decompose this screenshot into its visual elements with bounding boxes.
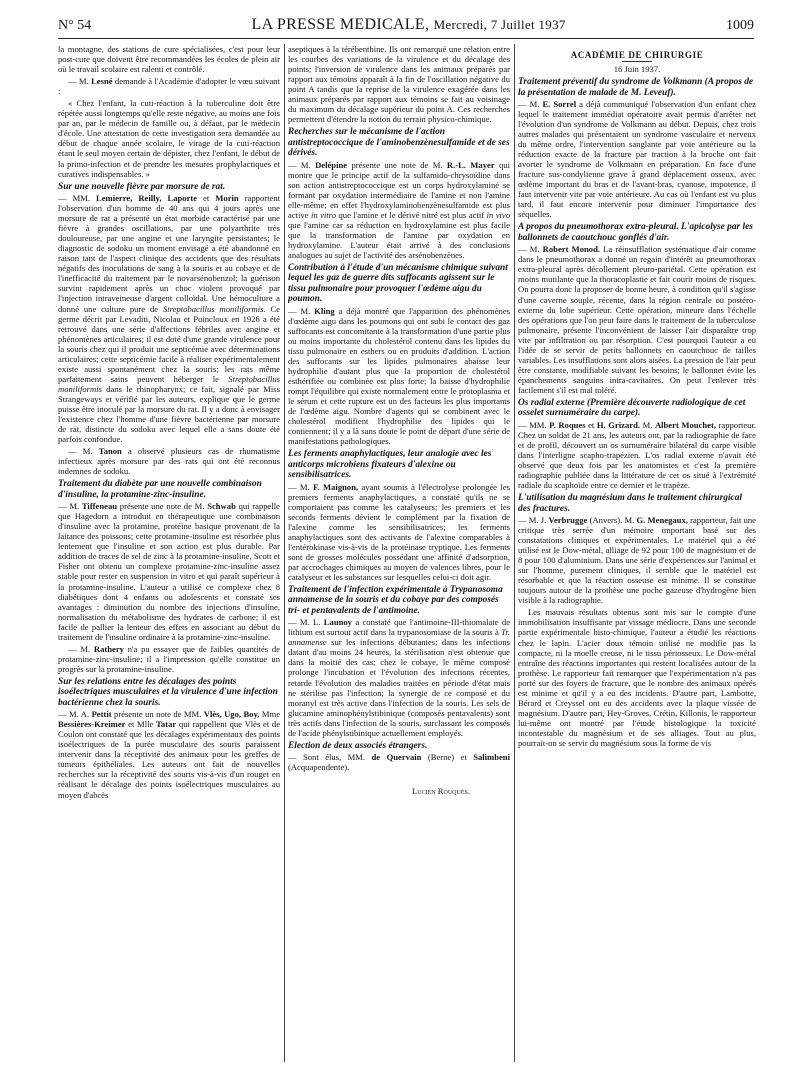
paragraph: — M. A. Pettit présente un note de MM. Vlès, Ugo, Boy, Mme Bessières-Kreimer et Mlle Tatar qui rappellent que Vlès et de Coulon ont constaté que les décalages expérimentaux des points isoélectriques de la purée musculaire des souris paraissent intervenir dans la réceptivité des animaux pour les greffes de tumeurs épithéliales. Les auteurs ont fait de nouvelles recherches sur la réceptivité des souris vis-à-vis d'un rouget en réalisant le décalage des points isoélectriques musculaires au moyen d'abcès: [58, 709, 280, 800]
column-2: [288, 44, 510, 1064]
signature: Lucien Rouquès.: [412, 786, 470, 797]
author-name: R.-L. Mayer: [446, 159, 495, 170]
column-rule: [284, 44, 285, 1062]
paragraph: — M. E. Sorrel a déjà communiqué l'observation d'un enfant chez lequel le traitement immédiat opératoire avait permis d'arrêter net l'évolution d'un syndrome de Volkmann au début. Depuis, chez trois autres malades qui présentaient un syndrome vasculaire et nerveux du même ordre, l'intervention sanglante par voie antérieure ou la réduction exacte de la fracture par traction à la broche ont fait avorter le syndrome de Volkmann en préparation. En face d'une fracture sus-condylienne grave à grand déplacement osseux, avec œdème important du bras et de l'avant-bras, cyanose, impotence, il faut intervenir vite par voie antérieure. Au cas où l'enfant est vu plus tard, il faut encore intervenir pour diminuer l'importance des séquelles.: [518, 98, 756, 220]
author-name: Pettit: [91, 709, 112, 720]
paragraph: — MM. P. Roques et H. Grizard. M. Albert Mouchet, rapporteur. Chez un soldat de 21 ans, les auteurs ont, par la radiographie de face et de profil, découvert un os surnuméraire bilatéral du carpe visible dans l'interligne scapho-trapézien. L'os radial externe n'avait été observé que deux fois par les anatomistes et c'est la première radiographie publiée dans la littérature de cet os situé à l'extrémité radiale du scaphoïde entre ce dernier et le trapèze.: [518, 419, 756, 491]
author-name: Lesné: [91, 76, 113, 87]
author-name: G. Menegaux,: [636, 514, 688, 525]
paragraph: — MM. Lemierre, Reilly, Laporte et Morin rapportent l'observation d'un homme de 40 ans qui 4 jours après une morsure de rat a présenté un état morbide caractérisé par une fièvre à grandes oscillations, par une polyarthrite très douloureuse, par une angine et une laryngite persistantes; le diagnostic de sodoku un moment envisagé a été abandonné en raison tant de l'aspect clinique des accidents que des résultats négatifs des inoculations de sang à la souris et au cobaye et de l'inefficacité du traitement par le novarsénobenzol; la guérison survint rapidement après un choc violent provoqué par l'injection intraveineuse d'argent colloïdal. Une hémoculture a donné une culture pure de Streptobacillus moniliformis. Ce germe décrit par Levaditi, Nicolau et Poincloux en 1926 a été retrouvé dans une série d'affections fébriles avec angine et phénomènes articulaires; il est doté d'une grande virulence pour la souris chez qui il produit une septicémie avec déterminations articulaires; cette septicémie facile à réaliser expérimentalement existe aussi spontanément chez la souris; les rats même parfaitement sains peuvent héberger le Streptobacillus moniliformis dans le rhinopharynx; ce fait, signalé par Miss Strangeways et vérifié par les auteurs, explique que le germe puisse être inoculé par la morsure du rat. Il y a donc à envisager l'existence chez l'homme d'une fièvre bactérienne par morsure de rat, distincte du sodoku avec lequel elle a sans doute été parfois confondue.: [58, 193, 280, 445]
journal-title-line: [252, 16, 566, 34]
paragraph: — M. J. Verbrugge (Anvers). M. G. Menegaux, rapporteur, fait une critique très serrée d'un mémoire important basé sur des constatations cliniques et expérimentales. Le matériel qui a été utilisé est le Dow-métal, alliage de 92 pour 100 de magnésium et de 8 pour 100 d'aluminium. Dans une série d'expériences sur l'animal et sur l'homme, purement cliniques, il semble que le matériel est résorbable et que la réaction osseuse est minime. Il se constitue toujours autour de la prothèse une poche gazeuse d'hydrogène bien visible à la radiographie.: [518, 514, 756, 606]
paragraph: aseptiques à la térébenthine. Ils ont remarqué une relation entre les courbes des variations de la virulence et du décalage des points; l'inversion de virulence dans les animaux préparés par rapport aux témoins apparaît à la fin de l'oscillation négative du point A tandis que la reprise de la virulence exagérée dans les animaux préparés par rapport aux témoins se fait au voisinage du maximum du décalage supérieur du point A. Ces recherches permettent d'étendre la notion du terrain physico-chimique.: [288, 44, 510, 125]
paragraph: — M. Robert Monod. La réinsufflation systématique d'air comme dans le pneumothorax a donné un regain d'intérêt au pneumothorax extra-pleural après décollement pleuro-pariétal. Cette opération est moins mutilante que la thoracoplastie et fait courir moins de risques. On pourra donc la proposer de bonne heure, à condition qu'il s'agisse d'une caverne souple, récente, dans la région centrale ou postéro-externe du lobe supérieur. Cette opération, mineure dans l'échelle des opérations que l'on peut faire dans le traitement de la tuberculose pulmonaire, présente l'inconvénient de laisser l'air disparaître trop vite par infiltration ou par résorption. C'est pourquoi l'auteur a eu l'idée de se servir de petits ballonnets en caoutchouc de tailles variables. Les insufflations sont alors aisées. La pression de l'air peut être constante, modifiable suivant les besoins; le ballonnet évite les épanchements sanguins intra-cavitaires. On peut l'enlever très facilement s'il est mal toléré.: [518, 244, 756, 395]
issue-number: N° 54: [58, 18, 92, 33]
article-heading: Traitement préventif du syndrome de Volkmann (A propos de la présentation de malade de M. Leveuf).: [518, 77, 754, 98]
article-heading: A propos du pneumothorax extra-pleural. L'apicolyse par les ballonnets de caoutchouc gonflés d'air.: [518, 222, 753, 243]
paragraph: — M. Rathery n'a pu essayer que de faibles quantités de protamine-zinc-insuline; il a l'impression qu'elle constitue un progrès sur la protamine-insuline.: [58, 643, 280, 674]
author-name: E. Sorrel: [542, 98, 577, 109]
issue-date: Mercredi, 7 Juillet 1937: [433, 17, 566, 32]
author-name: Launoy: [323, 617, 352, 628]
author-name: Albert Mouchet,: [654, 419, 716, 430]
article-heading: Traitement du diabète par une nouvelle combinaison d'insuline, la protamine-zinc-insuline.: [58, 479, 262, 500]
column-3: [518, 44, 756, 1064]
article-heading: Os radial externe (Première découverte radiologique de cet osselet surnuméraire du carpe).: [518, 397, 746, 419]
author-name: Verbrugge: [548, 514, 588, 525]
article-heading: Les ferments anaphylactiques, leur analogie avec les anticorps microbiens fixateurs d'alexine ou sensibilisatrices.: [288, 449, 492, 481]
author-name: Kling: [314, 305, 335, 316]
column-1: [58, 44, 280, 1064]
author-name: Lemierre, Reilly, Laporte: [96, 193, 198, 204]
paragraph: la montagne, des stations de cure spécialisées, c'est pour leur post-cure que doivent être recommandées les écoles de plein air où le travail scolaire est ralenti et contrôlé.: [58, 44, 280, 75]
quoted-paragraph: « Chez l'enfant, la cuti-réaction à la tuberculine doit être répétée aussi longtemps qu'elle reste négative, au moins une fois par an, par le médecin de famille ou, à défaut, par le médecin d'école. Une attestation de cette investigation sera demandée au début de chaque année scolaire, le virage de la cuti-réaction étant le seul moyen certain de dépister, chez l'enfant, le début de la primo-infection et de prendre les mesures prophylactiques et curatives indispensables. »: [58, 98, 280, 179]
author-name: Delépine: [315, 159, 348, 170]
article-heading: Election de deux associés étrangers.: [288, 740, 428, 751]
author-name: Salimbeni: [473, 752, 510, 763]
paragraph: — M. Tanon a observé plusieurs cas de rhumatisme infectieux après morsure par des rats qui ont été reconnus indemnes de sodoku.: [58, 446, 280, 477]
author-name: Tatar: [155, 719, 177, 730]
author-name: Morin: [215, 193, 239, 204]
page-number: 1009: [726, 18, 754, 33]
section-title: ACADÉMIE DE CHIRURGIE: [570, 50, 704, 60]
author-name: F. Maignon,: [313, 481, 359, 492]
article-heading: Contribution à l'étude d'un mécanisme chimique suivant lequel les gaz de guerre dits suffocants agissent sur le tissu pulmonaire pour provoquer l'œdème aigu du poumon.: [288, 263, 508, 305]
author-name: H. Grizard.: [596, 419, 641, 430]
paragraph: — M. Kling a déjà montré que l'apparition des phénomènes d'œdème aigu dans les poumons qui ont subi le contact des gaz suffocants est concomitante à la transformation d'une partie plus ou moins importante du cholestérol contenu dans les lipides du tissu pulmonaire en esthers ou en produits d'addition. L'action des suffocants sur les lipides pulmonaires abaisse leur hydrophilie d'autant plus que la proportion de cholestérol esthérifiée ou combinée est plus forte; la baisse d'hydrophilie rompt l'équilibre qui existe normalement entre le protoplasma et le sérum et cette rupture est un des facteurs les plus importants de l'œdème aigu. Nombre d'agents qui se combinent avec le cholestérol modifient l'hydrophilie des lipides qui le contiennent; il y a là sans doute le point de départ d'une série de manifestations pathologiques.: [288, 305, 510, 447]
author-name: Tiffeneau: [81, 501, 118, 512]
author-name: Robert Monod.: [542, 244, 600, 255]
article-heading: Sur les relations entre les décalages des points isoélectriques musculaires et la virulence d'une infection bactérienne chez la souris.: [58, 676, 278, 708]
paragraph: — M. F. Maignon, ayant soumis à l'électrolyse prolongée les premiers ferments anaphylactiques, a constaté qu'ils ne se comportaient pas comme les catalyseurs; les premiers et les seconds ferments dévient le complément par la fixation de l'alexine comme les sensibilisatrices; les ferments anaphylactiques sont des activants de l'alexine comparables à l'entérokinase vis-à-vis de la protéinase tryptique. Les ferments sont de grosses molécules possédant une affinité d'adsorption, par accrochages chimiques au moyen de valences libres, pour le catalyseur et les substances sur lesquelles celui-ci doit agir.: [288, 481, 510, 582]
author-name: Vlès, Ugo, Boy,: [203, 709, 260, 720]
column-rule: [514, 44, 515, 1062]
paragraph: — M. L. Launoy a constaté que l'antimoine-III-thiomalate de lithium est surtout actif dans la trypanosomiase de la souris à Tr. annamense sur les infections débutantes; dans les infections datant d'au moins 24 heures, la stérilisation n'est obtenue que dans la moitié des cas; chez le cobaye, le même composé prolonge l'incubation et l'évolution des infections récentes, retarde l'évolution des maladies traitées en période d'état mais ne stérilise pas l'infection; la synergie de ce composé et du moranyl est très active dans l'infection de la souris. Les sels de glucamine aminophénylstibinique (composés pentavalents) sont très actifs dans l'infection de la souris, surclassant les composés de l'acide phénylstibinique actuellement employés.: [288, 617, 510, 738]
session-date: 16 Juin 1937.: [613, 64, 661, 75]
author-name: Bessières-Kreimer: [58, 719, 126, 730]
text-columns: [58, 44, 758, 1069]
running-header: [58, 16, 754, 39]
divider: [622, 61, 652, 62]
article-heading: Traitement de l'infection expérimentale à Trypanosoma annamense de la souris et du cobaye par des composés tri- et pentavalents de l'antimoine.: [288, 585, 503, 616]
author-name: Tanon: [98, 446, 122, 457]
paragraph: — M. Delépine présente une note de M. R.-L. Mayer qui montre que le principe actif de la sulfamido-chrysoïdine dans son action antistreptococcique est un corps hydroxylaminé se formant par oxydation intermédiaire de l'amine et non l'amine elle-même; en effet l'hydroxylaminobenzènesulfamide est plus active in vitro que l'amine et le dérivé nitré est plus actif in vivo que l'amine car sa réduction en hydroxylamine est plus facile que la transformation de l'amine par oxydation en hydroxylamine. L'auteur était arrivé à des conclusions analogues au sujet de l'activité des arsénobenzènes.: [288, 159, 510, 261]
author-name: de Quervain: [371, 752, 422, 763]
author-name: Schwab: [207, 501, 236, 512]
journal-title: LA PRESSE MEDICALE,: [251, 16, 430, 33]
paragraph: Les mauvais résultats obtenus sont mis sur le compte d'une immobilisation insuffisante par vissage médiocre. Dans une seconde partie expérimentale histo-chimique, l'auteur a étudié les réactions chez le lapin. L'acier doux témoin utilisé ne modifie pas la compacte, ni la moelle creuse, ni le tissu périosseux. Le Dow-métal entraîne des réactions importantes qui restent localisées autour de la prothèse. Le rapporteur fait remarquer que l'expérimentation n'a pas porté sur des foyers de fracture, que le nombre des animaux opérés est minime et qu'il y a eu des incidents. D'autre part, Lambotte, Bérard et Creyssel ont eu des accidents avec la plaque vissée de magnésium. D'autre part, Hey-Groves, Crétin, Killonis, le rapporteur lui-même ont montré par l'étude histologique la toxicité incontestable du magnésium et de ses alliages. Tout au plus, pourrait-on se servir du magnésium sous la forme de vis: [518, 607, 756, 748]
paragraph: — Sont élus, MM. de Quervain (Berne) et Salimbeni (Acquapendente).: [288, 752, 510, 773]
article-heading: Recherches sur le mécanisme de l'action antistreptococcique de l'aminobenzènesulfamide et de ses dérivés.: [288, 127, 510, 159]
author-name: P. Roques: [549, 419, 586, 430]
article-heading: L'utilisation du magnésium dans le traitement chirurgical des fractures.: [518, 493, 742, 514]
paragraph: — M. Tiffeneau présente une note de M. Schwab qui rappelle que Hagedorn a introduit en thérapeutique une combinaison d'insuline avec la protamine, protéine basique provenant de la laitance des poissons; cette protamine-insuline est résorbée plus lentement que l'insuline et son action est plus durable. Par addition de traces de sel de zinc à la protamine-insuline, Scott et Fisher ont obtenu un complexe protamine-zinc-insuline assez stable pour rester en suspension in vitro et qui paraît supérieur à la protamine-insuline. L'auteur a utilisé ce complexe chez 8 diabétiques dont 4 enfants ou adolescents et constaté ses avantages : diminution du nombre des injections d'insuline, normalisation du métabolisme des hydrates de carbone; il est facile de pallier la lenteur des effets en associant au début du traitement de l'insuline ordinaire à la protamine-zinc-insuline.: [58, 501, 280, 642]
author-name: Rathery: [93, 643, 124, 654]
article-heading: Sur une nouvelle fièvre par morsure de rat.: [58, 181, 226, 192]
paragraph: — M. Lesné demande à l'Académie d'adopter le vœu suivant :: [58, 76, 280, 97]
